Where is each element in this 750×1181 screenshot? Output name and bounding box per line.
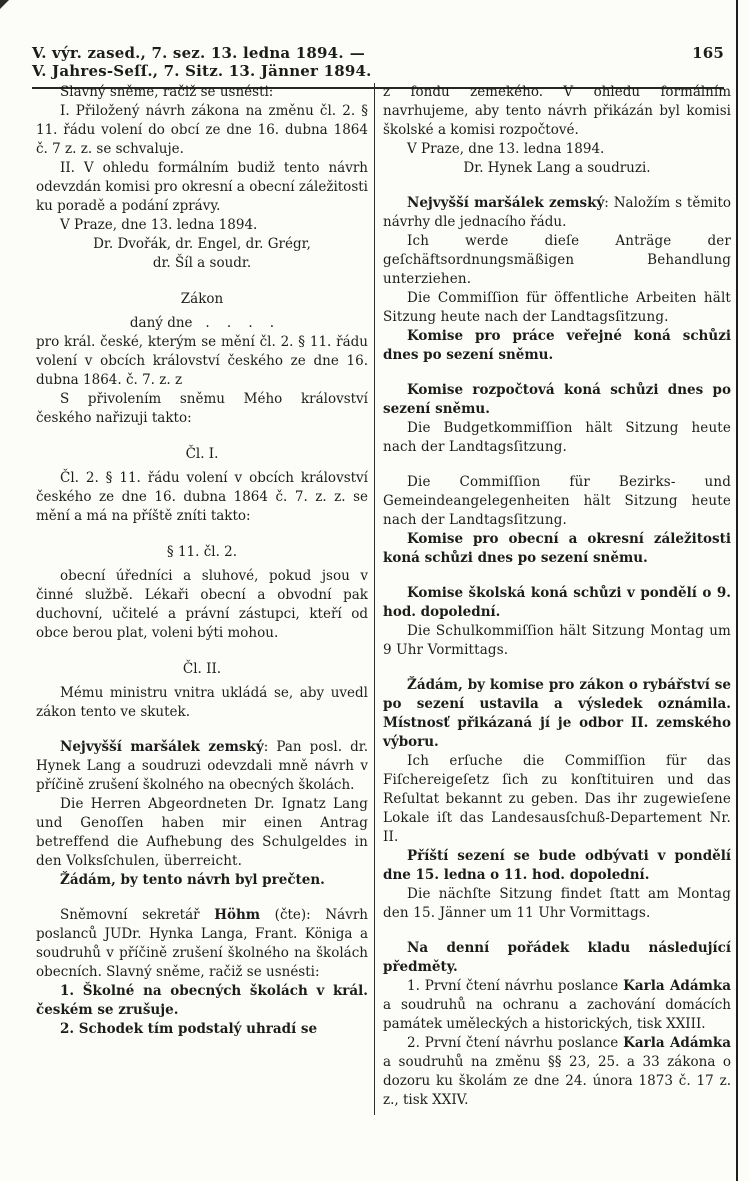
motion-item: 2. Schodek tím podstalý uhradí se	[60, 1021, 318, 1037]
speaker-name: Nejvyšší maršálek zemský	[60, 739, 264, 755]
paragraph: z fondu zemekého. V ohledu formálním navrhujeme, aby tento návrh přikázán byl komisi školské a komisi rozpočtové.	[383, 84, 731, 138]
header-citation-czech: V. výr. zased., 7. sez. 13. ledna 1894.	[32, 44, 344, 62]
deputy-name: Karla Adámka	[623, 1035, 731, 1051]
page-number: 165	[692, 44, 724, 62]
signature-line: dr. Šíl a soudr.	[152, 255, 252, 271]
speech-paragraph: Nejvyšší maršálek zemský: Naložím s těmito návrhy dle jednacího řádu.	[383, 195, 731, 230]
speech-paragraph: Žádám, by tento návrh byl prečten.	[60, 872, 325, 888]
speaker-name: Nejvyšší maršálek zemský	[407, 195, 605, 211]
paragraph: Čl. 2. § 11. řádu volení v obcích království českého ze dne 16. dubna 1864 č. 7. z. z. se mění a má na příště zníti takto:	[36, 470, 368, 524]
speech-paragraph: Nejvyšší maršálek zemský: Pan posl. dr. Hynek Lang a soudruzi odevzdali mně návrh v příčině zrušení školného na obecných školách.	[36, 739, 368, 793]
german-paragraph: Die Budgetkommiſſion hält Sitzung heute nach der Landtagsſitzung.	[383, 420, 731, 455]
speech-paragraph: Sněmovní sekretář Höhm (čte): Návrh poslanců JUDr. Hynka Langa, Frant. Königa a soudruhů v příčině zrušení školného na školách obecních. Slavný sněme, račiž se usnésti:	[36, 907, 368, 980]
law-title: Zákon	[180, 291, 224, 307]
motion-item: 1. Školné na obecných školách v král. českém se zrušuje.	[36, 983, 368, 1018]
scan-edge-line	[736, 0, 738, 1181]
speech-paragraph: Žádám, by komise pro zákon o rybářství se po sezení ustavila a výsledek oznámila. Místnosť přikázaná jí je odbor II. zemského výboru.	[383, 677, 731, 750]
header-citation	[32, 44, 682, 80]
section-heading: § 11. čl. 2.	[166, 544, 238, 560]
paragraph: S přivolením sněmu Mého království českého nařizuji takto:	[36, 391, 368, 426]
column-divider	[374, 83, 375, 1115]
right-column	[383, 83, 731, 1110]
committee-notice: Komise pro obecní a okresní záležitosti koná schůzi dnes po sezení sněmu.	[383, 531, 731, 566]
committee-notice: Komise školská koná schůzi v pondělí o 9. hod. dopolední.	[383, 585, 731, 620]
agenda-item: 1. První čtení návrhu poslance Karla Adámka a soudruhů na ochranu a zachování domácích památek uměleckých a historických, tisk XXIII.	[383, 978, 731, 1032]
committee-notice: Komise pro práce veřejné koná schůzi dnes po sezení sněmu.	[383, 328, 731, 363]
paragraph: pro král. české, kterým se mění čl. 2. § 11. řádu volení v obcích království českého ze dne 16. dubna 1864. č. 7. z. z	[36, 334, 368, 388]
agenda-item: 2. První čtení návrhu poslance Karla Adámka a soudruhů na změnu §§ 23, 25. a 33 zákona o dozoru ku školám ze dne 24. února 1873 č. 17 z. z., tisk XXIV.	[383, 1035, 731, 1108]
scan-corner-artifact	[0, 0, 9, 9]
header-separator: —	[349, 44, 365, 62]
date-line: V Praze, dne 13. ledna 1894.	[60, 217, 258, 233]
date-line: V Praze, dne 13. ledna 1894.	[407, 141, 605, 157]
section-heading: Čl. I.	[185, 446, 219, 462]
speech-paragraph: Příští sezení se bude odbývati v pondělí dne 15. ledna o 11. hod. dopolední.	[383, 848, 731, 883]
signature-line: Dr. Hynek Lang a soudruzi.	[463, 160, 651, 176]
german-paragraph: Die Schulkommiſſion hält Sitzung Montag um 9 Uhr Vormittags.	[383, 623, 731, 658]
paragraph: obecní úředníci a sluhové, pokud jsou v činné službě. Lékaři obecní a obvodní pak duchovní, učitelé a právní zástupci, kteří od obce berou plat, voleni býti mohou.	[36, 568, 368, 641]
header-citation-german: V. Jahres-Seſſ., 7. Sitz. 13. Jänner 1894.	[32, 62, 372, 80]
german-paragraph: Die Commiſſion für Bezirks- und Gemeindeangelegenheiten hält Sitzung heute nach der Landtagsſitzung.	[383, 474, 731, 528]
german-paragraph: Die Commiſſion für öffentliche Arbeiten hält Sitzung heute nach der Landtagsſitzung.	[383, 290, 731, 325]
paragraph: Mému ministru vnitra ukládá se, aby uvedl zákon tento ve skutek.	[36, 685, 368, 720]
deputy-name: Karla Adámka	[623, 978, 731, 994]
signature-line: Dr. Dvořák, dr. Engel, dr. Grégr,	[93, 236, 311, 252]
german-paragraph: Die Herren Abgeordneten Dr. Ignatz Lang und Genoſſen haben mir einen Antrag betreffend die Aufhebung des Schulgeldes in den Volksſchulen, überreicht.	[36, 796, 368, 869]
speech-paragraph: Na denní pořádek kladu následující předměty.	[383, 940, 731, 975]
german-paragraph: Die nächſte Sitzung findet ſtatt am Montag den 15. Jänner um 11 Uhr Vormittags.	[383, 886, 731, 921]
paragraph: II. V ohledu formálním budiž tento návrh odevzdán komisi pro okresní a obecní záležitosti ku poradě a podání zprávy.	[36, 160, 368, 214]
german-paragraph: Ich erſuche die Commiſſion für das Fiſchereigeſetz ſich zu konſtituiren und das Reſultat bekannt zu geben. Das ihr zugewieſene Lokale iſt das Landesausſchuß-Departement Nr. II.	[383, 753, 731, 845]
paragraph: I. Přiložený návrh zákona na změnu čl. 2. § 11. řádu volení do obcí ze dne 16. dubna 1864 č. 7 z. z. se schvaluje.	[36, 103, 368, 157]
left-column	[36, 83, 368, 1039]
speaker-name: Höhm	[214, 907, 261, 923]
committee-notice: Komise rozpočtová koná schůzi dnes po sezení sněmu.	[383, 382, 731, 417]
german-paragraph: Ich werde dieſe Anträge der geſchäftsordnungsmäßigen Behandlung unterziehen.	[383, 233, 731, 287]
paragraph: Slavný sněme, račiž se usnésti:	[60, 84, 274, 100]
section-heading: Čl. II.	[182, 661, 222, 677]
law-date-line: daný dne . . . .	[129, 315, 275, 331]
